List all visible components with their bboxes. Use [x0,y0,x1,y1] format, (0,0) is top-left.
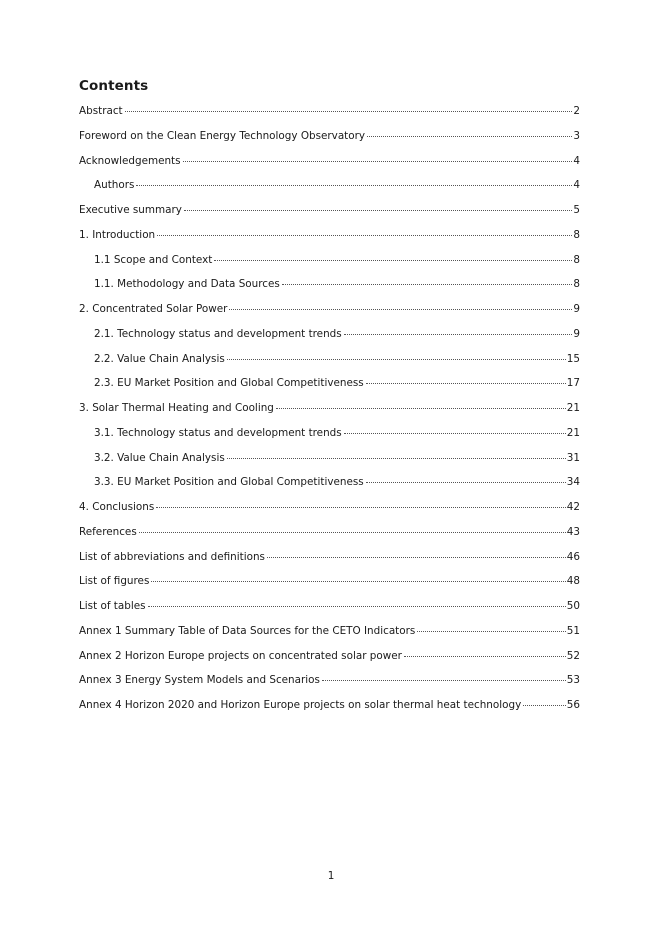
toc-entry-page-number: 15 [566,352,580,365]
toc-dot-leader [267,557,566,558]
toc-entry-page-number: 3 [573,129,580,142]
toc-dot-leader [151,581,565,582]
toc-entry[interactable] [79,254,580,279]
toc-entry[interactable] [79,501,580,526]
toc-entry[interactable] [79,427,580,452]
toc-title: Contents [79,78,149,94]
toc-dot-leader [523,705,566,706]
toc-entry-label: 3.2. Value Chain Analysis [94,451,225,464]
toc-entry-page-number: 21 [566,402,580,414]
toc-entry-label: Foreword on the Clean Energy Technology Observatory [79,129,366,142]
toc-entry-page-number: 4 [573,154,580,167]
toc-entry-label: 2.3. EU Market Position and Global Competitiveness [94,377,364,390]
toc-entry[interactable] [79,625,580,650]
toc-entry-page-number: 5 [573,204,580,216]
toc-entry-page-number: 34 [566,476,580,489]
toc-entry[interactable] [79,105,580,130]
toc-entry-label: List of figures [79,575,150,588]
toc-entry-page-number: 8 [573,253,580,266]
toc-entry-label: 1.1. Methodology and Data Sources [94,278,280,291]
toc-entry-page-number: 48 [566,575,580,588]
toc-entry-label: References [79,525,137,538]
toc-entry[interactable] [79,526,580,551]
toc-entry-page-number: 50 [566,600,580,612]
toc-entry-label: 3.1. Technology status and development trends [94,426,342,439]
toc-entry[interactable] [79,402,580,427]
toc-entry-label: Annex 3 Energy System Models and Scenarios [79,674,320,687]
toc-entry-label: Acknowledgements [79,154,181,167]
toc-entry[interactable] [79,179,580,204]
toc-entry[interactable] [79,575,580,600]
toc-entry-page-number: 46 [566,550,580,563]
toc-entry[interactable] [79,476,580,501]
toc-entry-page-number: 31 [566,451,580,464]
toc-dot-leader [148,606,566,607]
toc-entry[interactable] [79,650,580,675]
toc-entry-page-number: 42 [566,501,580,513]
toc-dot-leader [366,482,566,483]
toc-entry-page-number: 4 [573,179,580,192]
toc-dot-leader [184,210,572,211]
toc-entry[interactable] [79,328,580,353]
toc-entry-label: List of abbreviations and definitions [79,550,265,563]
toc-dot-leader [139,532,566,533]
table-of-contents [79,105,580,724]
toc-entry-page-number: 8 [573,278,580,291]
toc-entry-label: 1.1 Scope and Context [94,253,213,266]
toc-dot-leader [227,458,566,459]
toc-entry[interactable] [79,130,580,155]
toc-entry[interactable] [79,303,580,328]
toc-entry-page-number: 2 [573,105,580,117]
toc-entry-page-number: 52 [566,649,580,662]
toc-entry-page-number: 43 [566,525,580,538]
toc-entry[interactable] [79,377,580,402]
toc-entry-label: Abstract [79,105,123,117]
toc-entry-page-number: 9 [573,327,580,340]
toc-entry-page-number: 21 [566,426,580,439]
toc-entry-page-number: 56 [566,699,580,711]
toc-entry-label: Annex 4 Horizon 2020 and Horizon Europe projects on solar thermal heat technology [79,699,522,711]
toc-dot-leader [344,334,573,335]
toc-entry-label: Executive summary [79,204,182,216]
toc-entry[interactable] [79,600,580,625]
toc-entry-page-number: 53 [566,674,580,687]
toc-entry-label: 2.2. Value Chain Analysis [94,352,225,365]
toc-entry-page-number: 51 [566,624,580,637]
toc-entry-label: 1. Introduction [79,228,156,241]
toc-dot-leader [282,284,573,285]
toc-entry-label: List of tables [79,600,146,612]
toc-dot-leader [229,309,572,310]
toc-dot-leader [276,408,566,409]
toc-dot-leader [136,185,572,186]
toc-dot-leader [214,260,572,261]
toc-entry[interactable] [79,551,580,576]
toc-entry[interactable] [79,452,580,477]
toc-dot-leader [404,656,566,657]
toc-entry[interactable] [79,204,580,229]
toc-dot-leader [344,433,566,434]
toc-entry-label: 2. Concentrated Solar Power [79,303,228,315]
toc-dot-leader [125,111,573,112]
toc-dot-leader [227,359,566,360]
toc-entry-label: 4. Conclusions [79,501,155,513]
toc-entry-label: 2.1. Technology status and development trends [94,327,342,340]
toc-dot-leader [157,235,572,236]
toc-entry[interactable] [79,699,580,724]
toc-dot-leader [322,680,566,681]
toc-entry[interactable] [79,353,580,378]
toc-dot-leader [366,383,566,384]
toc-dot-leader [156,507,566,508]
toc-entry[interactable] [79,674,580,699]
toc-entry-label: Authors [94,179,135,192]
toc-entry-label: 3.3. EU Market Position and Global Competitiveness [94,476,364,489]
toc-entry[interactable] [79,155,580,180]
toc-dot-leader [367,136,572,137]
toc-entry-label: 3. Solar Thermal Heating and Cooling [79,402,274,414]
page-number: 1 [327,870,335,882]
toc-entry-page-number: 8 [573,228,580,241]
toc-entry[interactable] [79,278,580,303]
toc-dot-leader [183,161,573,162]
toc-entry[interactable] [79,229,580,254]
toc-entry-label: Annex 2 Horizon Europe projects on concentrated solar power [79,649,402,662]
toc-entry-page-number: 17 [566,377,580,390]
toc-dot-leader [417,631,565,632]
toc-entry-page-number: 9 [573,303,580,315]
toc-entry-label: Annex 1 Summary Table of Data Sources for the CETO Indicators [79,624,416,637]
